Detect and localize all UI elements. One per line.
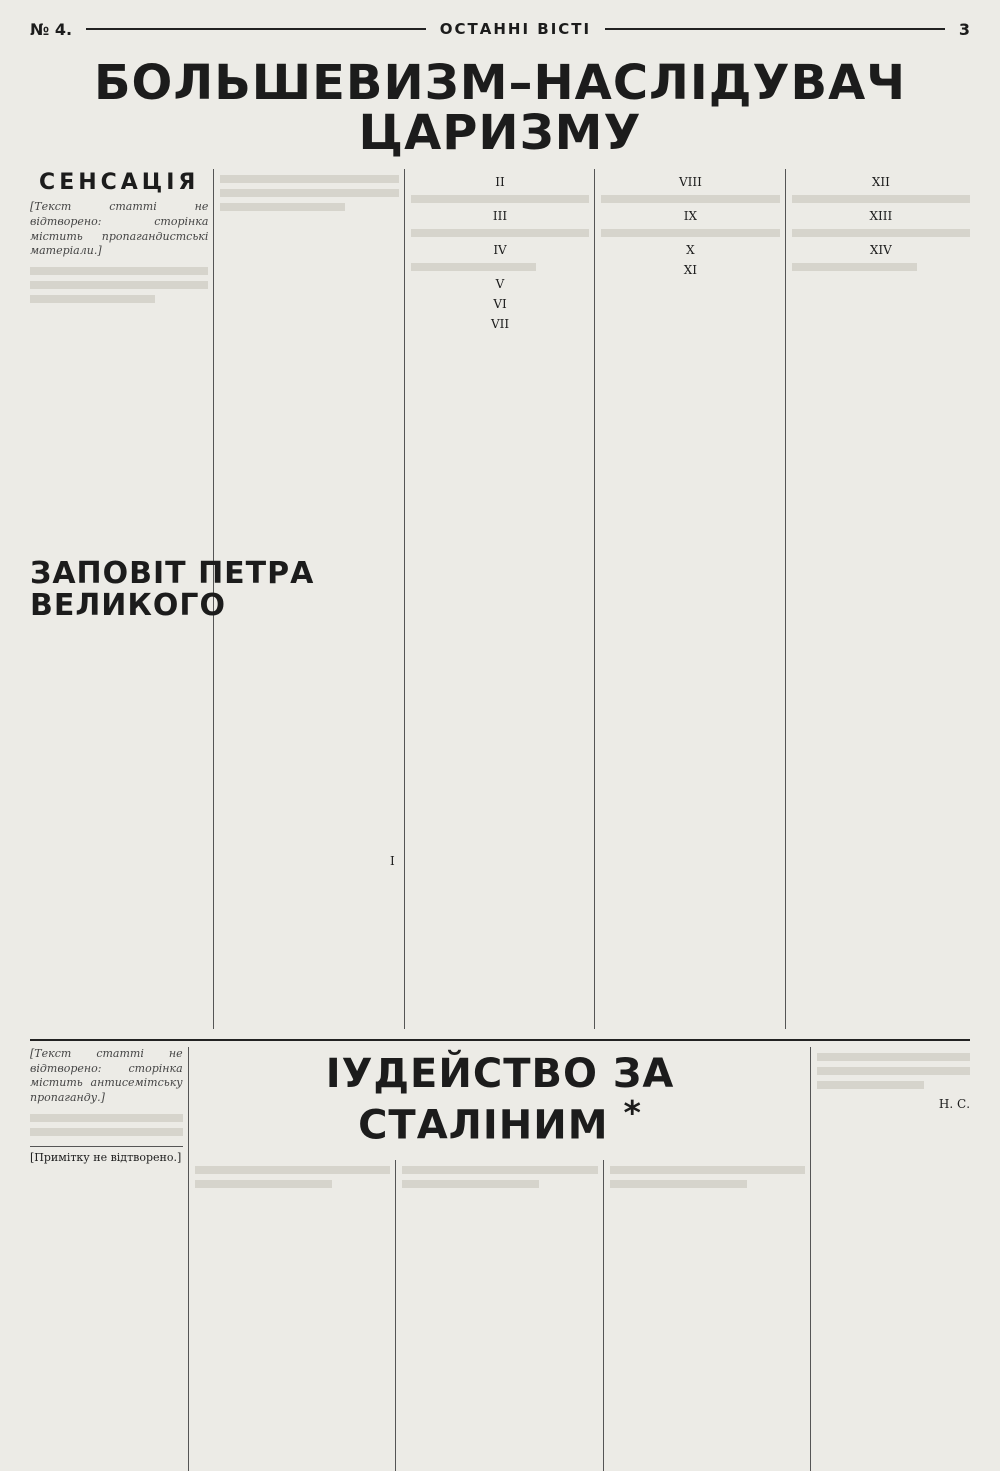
top-subheadline: СЕНСАЦІЯ xyxy=(39,169,200,195)
top-article-placeholder: [Текст статті не відтворено: сторінка містить пропагандистські матеріали.] xyxy=(30,199,209,258)
bottom-headline-text: ІУДЕЙСТВО ЗА СТАЛІНИМ xyxy=(325,1050,675,1149)
section-numeral: I xyxy=(390,854,395,868)
section-numeral: II xyxy=(495,174,505,189)
text-line-placeholder xyxy=(610,1180,747,1188)
section-numeral: VII xyxy=(490,316,510,331)
text-line-placeholder xyxy=(411,263,536,271)
text-line-placeholder xyxy=(220,175,398,183)
section-numeral: III xyxy=(492,208,508,223)
text-line-placeholder xyxy=(817,1053,970,1061)
text-line-placeholder xyxy=(30,267,208,275)
issue-number: № 4. xyxy=(30,19,73,39)
section-numeral: XI xyxy=(683,262,698,277)
newspaper-title: ОСТАННІ ВІСТІ xyxy=(439,20,592,38)
author-signature: Н. С. xyxy=(938,1096,971,1111)
masthead xyxy=(30,14,970,44)
text-line-placeholder xyxy=(792,229,970,237)
bottom-column-1 xyxy=(30,1047,183,1471)
text-line-placeholder xyxy=(792,195,970,203)
bottom-article xyxy=(30,1047,970,1471)
bottom-headline xyxy=(195,1050,806,1149)
text-line-placeholder xyxy=(817,1067,970,1075)
text-line-placeholder xyxy=(601,195,779,203)
text-line-placeholder xyxy=(220,203,345,211)
section-numeral: V xyxy=(495,276,505,291)
text-line-placeholder xyxy=(411,229,589,237)
section-numeral: VIII xyxy=(678,174,702,189)
text-line-placeholder xyxy=(817,1081,924,1089)
text-line-placeholder xyxy=(220,189,398,197)
section-numeral: XII xyxy=(871,174,890,189)
section-numeral: VI xyxy=(493,296,507,311)
section-divider xyxy=(30,1039,970,1041)
text-line-placeholder xyxy=(411,195,589,203)
section-numeral: IV xyxy=(493,242,507,257)
bottom-column-4 xyxy=(610,1160,806,1471)
bottom-column-2 xyxy=(195,1160,391,1471)
top-column-4 xyxy=(601,169,779,1029)
text-line-placeholder xyxy=(601,229,779,237)
section-numeral: XIV xyxy=(869,242,892,257)
masthead-rule-left xyxy=(86,28,426,30)
text-line-placeholder xyxy=(30,1128,183,1136)
bottom-center xyxy=(195,1047,806,1471)
bottom-article-placeholder: [Текст статті не відтворено: сторінка містить антисемітську пропаганду.] xyxy=(30,1046,183,1105)
text-line-placeholder xyxy=(30,1114,183,1122)
bottom-subcolumns xyxy=(195,1160,806,1471)
bottom-column-5 xyxy=(817,1047,970,1471)
masthead-rule-right xyxy=(605,28,945,30)
text-line-placeholder xyxy=(610,1166,806,1174)
top-headline: БОЛЬШЕВИЗМ–НАСЛІДУВАЧ ЦАРИЗМУ xyxy=(93,55,907,162)
section-numeral: IX xyxy=(683,208,698,223)
text-line-placeholder xyxy=(195,1166,391,1174)
section-numeral: XIII xyxy=(869,208,893,223)
text-line-placeholder xyxy=(30,281,208,289)
text-line-placeholder xyxy=(402,1166,598,1174)
text-line-placeholder xyxy=(792,263,917,271)
top-column-5 xyxy=(792,169,970,1029)
section-numeral: X xyxy=(686,242,695,257)
text-line-placeholder xyxy=(30,295,155,303)
text-line-placeholder xyxy=(402,1180,539,1188)
top-column-3 xyxy=(411,169,589,1029)
text-line-placeholder xyxy=(195,1180,332,1188)
bottom-column-3 xyxy=(402,1160,598,1471)
page-number: 3 xyxy=(958,19,970,39)
section-headline: ЗАПОВІТ ПЕТРА ВЕЛИКОГО xyxy=(30,556,315,623)
bottom-headline-mark: * xyxy=(623,1092,642,1132)
footnote: [Примітку не відтворено.] xyxy=(30,1146,183,1165)
